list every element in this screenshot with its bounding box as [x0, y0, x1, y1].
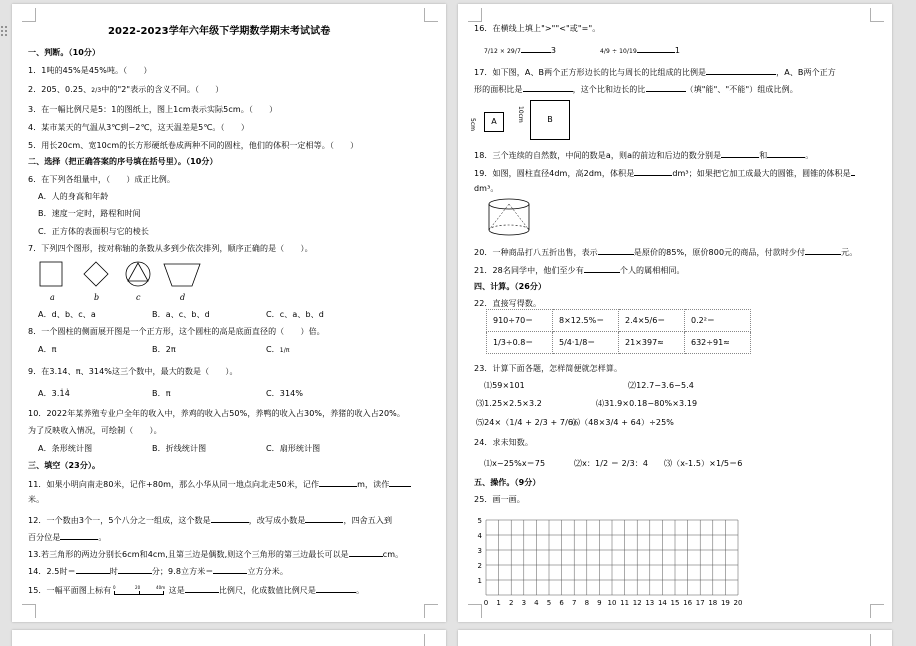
page-corner-mark — [870, 634, 884, 646]
x-tick-label: 8 — [584, 599, 590, 607]
x-tick-label: 10 — [607, 599, 617, 607]
q7-option-c: C．c、a、b、d — [266, 310, 324, 319]
figure-c-circle — [126, 262, 150, 286]
question-5: 5．用长20cm、宽10cm的长方形硬纸卷成两种不同的圆柱，他们的体积一定相等。（ ） — [28, 141, 359, 150]
q9-option-a: A．3.1̇4̇ — [38, 389, 70, 398]
scale-label-0: 0 — [112, 585, 116, 590]
question-18: 18．三个连续的自然数，中间的数是a，则a的前边和后边的数分别是 和 。 — [474, 151, 814, 160]
question-7: 7．下列四个图形，按对称轴的条数从多到少依次排列，顺序正确的是（ ）。 — [28, 244, 313, 253]
question-23: 23．计算下面各题，怎样简便就怎样算。 — [474, 364, 623, 373]
answer-blank[interactable] — [584, 265, 620, 273]
answer-blank[interactable] — [637, 45, 675, 53]
page-corner-mark — [424, 634, 438, 646]
calc-cell: 21×397≈ — [619, 332, 685, 354]
exam-page-left — [12, 4, 446, 622]
figure-label-a: a — [50, 293, 55, 302]
question-17: 17．如下图，A、B两个正方形边长的比与周长的比组成的比例是 ，A、B两个正方 — [474, 68, 836, 77]
exam-page-next-left — [12, 630, 446, 646]
square-b-side-label: 10cm — [517, 106, 524, 123]
section-judge: 一、判断。（10分） — [28, 48, 101, 57]
y-tick-label: 4 — [477, 532, 482, 540]
answer-blank[interactable] — [521, 45, 551, 53]
x-tick-label: 18 — [708, 599, 718, 607]
question-19-cont: dm³。 — [474, 184, 499, 193]
answer-blank[interactable] — [211, 515, 249, 523]
page-corner-mark — [424, 8, 438, 22]
square-a-side-label: 5cm — [469, 118, 476, 131]
question-16: 16．在横线上填上">""<"或"="。 — [474, 24, 601, 33]
answer-blank[interactable] — [60, 532, 98, 540]
y-tick-label: 2 — [477, 562, 482, 570]
x-tick-label: 7 — [571, 599, 577, 607]
calc-cell: 910÷70＝ — [487, 310, 553, 332]
q10-option-b: B．折线统计图 — [152, 444, 207, 453]
question-17-cont: 形的面积比是 ，这个比和边长的比 （填"能"、"不能"）组成比例。 — [474, 85, 798, 94]
x-tick-label: 5 — [546, 599, 552, 607]
square-a: A — [484, 112, 504, 132]
q8-option-b: B．2π — [152, 345, 176, 354]
calc-cell: 0.2²＝ — [685, 310, 751, 332]
calc-cell: 1/3÷0.8＝ — [487, 332, 553, 354]
q10-option-a: A．条形统计图 — [38, 444, 93, 453]
exam-title: 2022-2023学年六年级下学期数学期末考试试卷 — [108, 26, 331, 37]
x-tick-label: 13 — [645, 599, 655, 607]
q23-item-6: ⑹（48×3/4 + 64）÷25% — [572, 418, 675, 427]
q8-option-a: A．π — [38, 345, 57, 354]
q6-option-b: B．速度一定时，路程和时间 — [38, 209, 141, 218]
q7-option-a: A．d、b、c、a — [38, 310, 96, 319]
symmetry-figures — [36, 258, 212, 304]
answer-blank[interactable] — [646, 84, 686, 92]
page-corner-mark — [424, 604, 438, 618]
x-tick-label: 6 — [559, 599, 564, 607]
question-15: 15．一幅平面图上标有 0 20 40m 这是 比例尺，化成数值比例尺是 。 — [28, 585, 365, 595]
q16-item-b: 4/9 ÷ 10/19 1 — [600, 46, 681, 55]
calc-cell: 5/4·1/8＝ — [553, 332, 619, 354]
page-corner-mark — [468, 8, 482, 22]
question-12: 12．一个数由3个一，5个八分之一组成，这个数是 ，改写成小数是 ，四舍五入到 — [28, 516, 393, 525]
direct-calc-table — [486, 309, 751, 354]
figure-c-triangle — [128, 263, 148, 281]
figure-d-trapezoid — [164, 264, 200, 286]
question-12-cont: 百分位是 。 — [28, 533, 107, 542]
page-corner-mark — [870, 8, 884, 22]
question-25: 25．画一画。 — [474, 495, 525, 504]
question-8: 8．一个圆柱的侧面展开图是一个正方形，这个圆柱的高是底面直径的（ ）倍。 — [28, 327, 325, 336]
q16-item-a: 7/12 × 29/7 3 — [484, 46, 557, 55]
q23-item-4: ⑷31.9×0.18−80%×3.19 — [596, 399, 698, 408]
question-11-cont: 米。 — [28, 495, 45, 504]
q9-option-c: C．314% — [266, 389, 304, 398]
y-tick-label: 1 — [477, 577, 482, 585]
question-9: 9．在3.14̇、π、314%这三个数中，最大的数是（ ）。 — [28, 367, 238, 376]
answer-blank[interactable] — [523, 84, 573, 92]
exam-page-right — [458, 4, 892, 622]
x-tick-label: 4 — [534, 599, 539, 607]
answer-blank[interactable] — [213, 566, 247, 574]
question-20: 20．一种商品打八五折出售，表示 是原价的85%，原价800元的商品，付款时少付 元。 — [474, 248, 858, 257]
q7-option-b: B．a、c、b、d — [152, 310, 210, 319]
q23-item-1: ⑴59×101 — [484, 381, 525, 390]
x-tick-label: 1 — [496, 599, 501, 607]
section-choice: 二、选择（把正确答案的序号填在括号里）。（10分） — [28, 157, 218, 166]
page-corner-mark — [870, 604, 884, 618]
answer-blank[interactable] — [389, 479, 411, 487]
question-10: 10．2022年某养殖专业户全年的收入中，养鸡的收入占50%，养鸭的收入占30%，养猪的收入占20%。 — [28, 409, 405, 418]
question-14: 14．2.5时＝ 时 分；9.8立方米＝ 立方分米。 — [28, 567, 288, 576]
scale-bar — [114, 586, 166, 596]
x-tick-label: 9 — [597, 599, 602, 607]
cylinder-figure — [484, 196, 534, 240]
answer-blank[interactable] — [634, 168, 672, 176]
calc-cell: 2.4×5/6＝ — [619, 310, 685, 332]
figure-label-d: d — [180, 293, 186, 302]
question-3: 3．在一幅比例尺是5：1的图纸上，图上1cm表示实际5cm。（ ） — [28, 105, 278, 114]
answer-blank[interactable] — [319, 479, 357, 487]
x-tick-label: 11 — [620, 599, 630, 607]
answer-blank[interactable] — [76, 566, 110, 574]
q24-item-1: ⑴x−25%x＝75 — [484, 459, 546, 468]
answer-blank[interactable] — [721, 150, 759, 158]
x-tick-label: 14 — [657, 599, 667, 607]
answer-blank[interactable] — [851, 168, 855, 176]
question-4: 4．某市某天的气温从3℃到−2℃，这天温差是5℃。（ ） — [28, 123, 249, 132]
x-tick-label: 0 — [483, 599, 489, 607]
x-tick-label: 17 — [695, 599, 705, 607]
answer-blank[interactable] — [706, 67, 776, 75]
question-10-cont: 为了反映收入情况，可绘制（ ）。 — [28, 426, 162, 435]
figure-label-b: b — [94, 293, 100, 302]
q8-option-c: C．1/π — [266, 345, 290, 354]
question-1: 1．1吨的45%是45%吨。（ ） — [28, 66, 152, 75]
answer-blank[interactable] — [349, 549, 383, 557]
answer-blank[interactable] — [598, 247, 634, 255]
q9-option-b: B．π — [152, 389, 171, 398]
x-tick-label: 20 — [733, 599, 743, 607]
q24-item-2: ⑵x：1/2 ＝ 2/3：4 — [574, 459, 649, 468]
question-24: 24．求未知数。 — [474, 438, 533, 447]
calc-cell: 632÷91≈ — [685, 332, 751, 354]
q23-item-3: ⑶1.25×2.5×3.2 — [476, 399, 542, 408]
question-21: 21．28名同学中，他们至少有 个人的属相相同。 — [474, 266, 685, 275]
answer-blank[interactable] — [767, 150, 805, 158]
figure-label-c: c — [136, 293, 141, 302]
x-tick-label: 3 — [521, 599, 527, 607]
y-tick-label: 5 — [477, 517, 482, 525]
scale-label-20: 20 — [134, 585, 141, 590]
page-corner-mark — [22, 8, 36, 22]
section-fill: 三、填空（23分）。 — [28, 461, 101, 470]
q10-option-c: C．扇形统计图 — [266, 444, 321, 453]
q24-item-3: ⑶（x-1.5）×1/5＝6 — [664, 459, 743, 468]
answer-blank[interactable] — [118, 566, 152, 574]
squares-figure — [469, 98, 586, 144]
figure-b-rhombus — [84, 262, 108, 286]
q23-item-5: ⑸24×（1/4 + 2/3 + 7/6） — [476, 418, 582, 427]
question-6: 6．在下列各组量中，（ ）成正比例。 — [28, 175, 175, 184]
y-tick-label: 3 — [477, 547, 482, 555]
answer-blank[interactable] — [305, 515, 343, 523]
x-tick-label: 16 — [683, 599, 693, 607]
answer-blank[interactable] — [805, 247, 841, 255]
x-tick-label: 19 — [720, 599, 730, 607]
square-b: B — [530, 100, 570, 140]
question-11: 11．如果小明向南走80米，记作+80m，那么小华从同一地点向北走50米，记作 m，读作 — [28, 479, 411, 490]
section-operate: 五、操作。（9分） — [474, 478, 541, 487]
section-calc: 四、计算。（26分） — [474, 282, 547, 291]
question-13: 13.若三角形的两边分别长6cm和4cm,且第三边是偶数,则这个三角形的第三边最长可以是 cm。 — [28, 550, 404, 559]
calc-cell: 8×12.5%＝ — [553, 310, 619, 332]
table-row — [487, 332, 751, 354]
scale-label-40: 40m — [155, 585, 166, 590]
table-row — [487, 310, 751, 332]
figure-a-square — [40, 262, 62, 286]
q6-option-c: C．正方体的表面积与它的棱长 — [38, 227, 149, 236]
q23-item-2: ⑵12.7−3.6−5.4 — [628, 381, 694, 390]
page-corner-mark — [22, 604, 36, 618]
x-tick-label: 15 — [670, 599, 680, 607]
x-tick-label: 2 — [508, 599, 514, 607]
exam-page-next-right — [458, 630, 892, 646]
x-tick-label: 12 — [632, 599, 642, 607]
drag-handle-icon[interactable] — [0, 26, 8, 38]
coordinate-grid[interactable] — [474, 510, 746, 608]
answer-blank[interactable] — [316, 585, 356, 593]
question-19: 19．如图，圆柱直径4dm，高2dm，体积是 dm³；如果把它加工成最大的圆锥，圆锥的体积是 — [474, 168, 855, 179]
answer-blank[interactable] — [185, 585, 219, 593]
question-2: 2．205、0.25、2/3中的"2"表示的含义不同。（ ） — [28, 85, 224, 94]
q6-option-a: A．人的身高和年龄 — [38, 192, 109, 201]
question-22: 22．直接写得数。 — [474, 299, 542, 308]
